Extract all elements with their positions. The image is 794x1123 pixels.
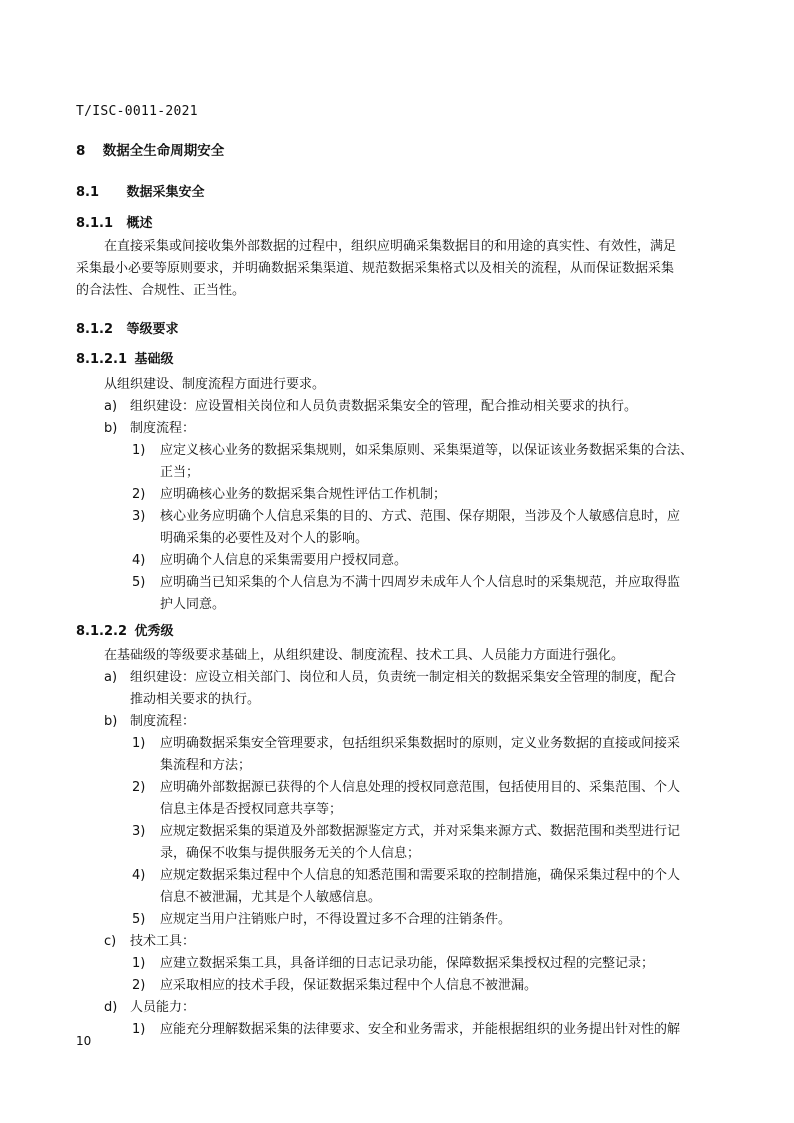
list-text: 组织建设：应设置相关岗位和人员负责数据采集安全的管理，配合推动相关要求的执行。 — [130, 399, 638, 414]
section-number: 8.1.2.1 — [76, 352, 127, 367]
list-item — [132, 821, 732, 865]
list-text: 应明确外部数据源已获得的个人信息处理的授权同意范围，包括使用目的、采集范围、个人 — [160, 780, 681, 795]
list-item — [132, 1019, 732, 1041]
section-number: 8.1.2 — [76, 322, 114, 337]
list-label: a) — [104, 399, 118, 414]
list-label: 4) — [132, 553, 146, 568]
list-item — [132, 909, 732, 931]
list-text: 应规定数据采集过程中个人信息的知悉范围和需要采取的控制措施，确保采集过程中的个人 — [160, 868, 681, 883]
list-text: 应建立数据采集工具，具备详细的日志记录功能，保障数据采集授权过程的完整记录； — [160, 956, 655, 971]
list-text: 集流程和方法； — [160, 758, 252, 773]
basic-intro: 从组织建设、制度流程方面进行要求。 — [104, 377, 326, 392]
section-8-1-heading — [76, 181, 205, 200]
section-8-1-2-heading — [76, 318, 179, 337]
excellent-intro: 在基础级的等级要求基础上，从组织建设、制度流程、技术工具、人员能力方面进行强化。 — [104, 648, 625, 663]
list-text: 核心业务应明确个人信息采集的目的、方式、范围、保存期限，当涉及个人敏感信息时，应 — [160, 509, 681, 524]
list-text: 信息不被泄漏，尤其是个人敏感信息。 — [160, 890, 382, 905]
list-text: 正当； — [160, 465, 200, 480]
list-text: 制度流程： — [130, 714, 196, 729]
list-item — [132, 865, 732, 909]
section-title: 数据采集安全 — [126, 185, 205, 200]
list-label: 5) — [132, 575, 146, 590]
list-label: 3) — [132, 509, 146, 524]
section-number: 8.1 — [76, 185, 100, 200]
list-label: 2) — [132, 487, 146, 502]
list-item-b — [104, 711, 724, 733]
list-item — [132, 484, 732, 506]
list-text: 应明确数据采集安全管理要求，包括组织采集数据时的原则，定义业务数据的直接或间接采 — [160, 736, 681, 751]
section-number: 8 — [76, 143, 86, 159]
document-id: T/ISC-0011-2021 — [76, 104, 198, 119]
list-label: d) — [104, 1000, 118, 1015]
list-item — [132, 506, 732, 550]
list-label: c) — [104, 934, 117, 949]
list-item — [132, 550, 732, 572]
list-item — [132, 777, 732, 821]
section-title: 基础级 — [134, 352, 174, 367]
list-text: 应定义核心业务的数据采集规则，如采集原则、采集渠道等，以保证该业务数据采集的合法、 — [160, 443, 694, 458]
list-label: 1) — [132, 956, 146, 971]
list-text: 应明确核心业务的数据采集合规性评估工作机制； — [160, 487, 447, 502]
list-item — [132, 440, 732, 484]
list-item — [132, 572, 732, 616]
list-text: 应规定当用户注销账户时，不得设置过多不合理的注销条件。 — [160, 912, 512, 927]
section-8-1-2-2-heading — [76, 620, 174, 639]
list-item-d — [104, 997, 724, 1019]
list-text: 明确采集的必要性及对个人的影响。 — [160, 531, 369, 546]
list-text: 组织建设：应设立相关部门、岗位和人员，负责统一制定相关的数据采集安全管理的制度，配合 — [130, 670, 677, 685]
page-number: 10 — [76, 1034, 92, 1048]
list-text: 制度流程： — [130, 421, 196, 436]
list-label: 2) — [132, 978, 146, 993]
list-label: 1) — [132, 736, 146, 751]
list-label: 5) — [132, 912, 146, 927]
list-label: 2) — [132, 780, 146, 795]
list-text: 人员能力： — [130, 1000, 196, 1015]
section-number: 8.1.1 — [76, 216, 114, 231]
section-number: 8.1.2.2 — [76, 624, 127, 639]
section-8-heading — [76, 139, 224, 159]
list-item-b — [104, 418, 724, 440]
list-label: b) — [104, 714, 118, 729]
list-label: b) — [104, 421, 118, 436]
list-text: 推动相关要求的执行。 — [130, 692, 261, 707]
overview-line-3: 的合法性、合规性、正当性。 — [76, 283, 246, 298]
list-text: 应采取相应的技术手段，保证数据采集过程中个人信息不被泄漏。 — [160, 978, 538, 993]
list-item — [132, 953, 732, 975]
overview-line-2: 采集最小必要等原则要求，并明确数据采集渠道、规范数据采集格式以及相关的流程，从而保证数据采集 — [76, 261, 675, 276]
section-8-1-2-1-heading — [76, 348, 174, 367]
list-item — [132, 975, 732, 997]
list-text: 应规定数据采集的渠道及外部数据源鉴定方式，并对采集来源方式、数据范围和类型进行记 — [160, 824, 681, 839]
section-title: 优秀级 — [134, 624, 174, 639]
list-label: 1) — [132, 443, 146, 458]
list-item-a — [104, 667, 724, 711]
list-label: a) — [104, 670, 118, 685]
list-item-a — [104, 396, 724, 418]
section-title: 等级要求 — [126, 322, 179, 337]
list-item — [132, 733, 732, 777]
section-8-1-1-heading — [76, 212, 153, 231]
list-text: 技术工具： — [130, 934, 196, 949]
list-text: 应明确当已知采集的个人信息为不满十四周岁未成年人个人信息时的采集规范，并应取得监 — [160, 575, 681, 590]
list-text: 应能充分理解数据采集的法律要求、安全和业务需求，并能根据组织的业务提出针对性的解 — [160, 1022, 681, 1037]
list-text: 信息主体是否授权同意共享等； — [160, 802, 343, 817]
list-label: 4) — [132, 868, 146, 883]
list-label: 3) — [132, 824, 146, 839]
list-label: 1) — [132, 1022, 146, 1037]
list-text: 护人同意。 — [160, 597, 226, 612]
list-text: 应明确个人信息的采集需要用户授权同意。 — [160, 553, 408, 568]
section-title: 数据全生命周期安全 — [102, 143, 225, 159]
section-title: 概述 — [126, 216, 153, 231]
list-text: 录，确保不收集与提供服务无关的个人信息； — [160, 846, 421, 861]
list-item-c — [104, 931, 724, 953]
overview-line-1: 在直接采集或间接收集外部数据的过程中，组织应明确采集数据目的和用途的真实性、有效性，满足 — [104, 239, 677, 254]
